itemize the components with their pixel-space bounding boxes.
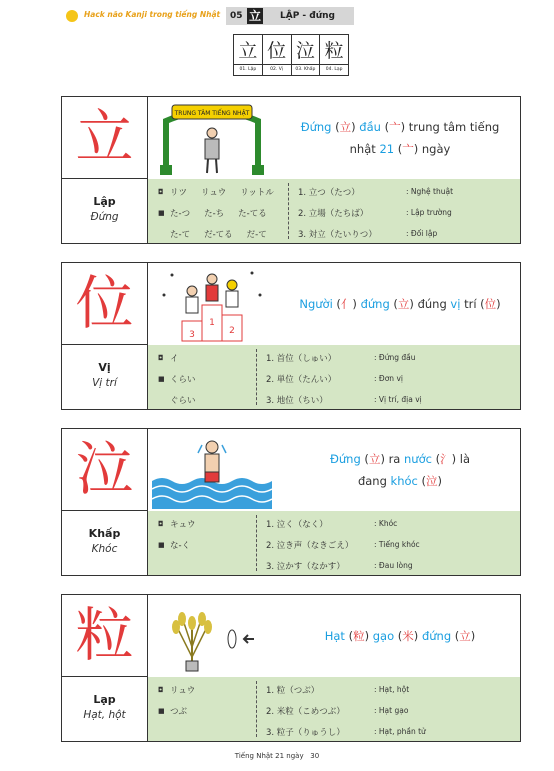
kanji-card-lap-2 bbox=[61, 594, 521, 742]
vocab-item: 1. 粒（つぶ） : Hạt, hột bbox=[266, 685, 410, 696]
kanji-card-vi bbox=[61, 262, 521, 410]
illustration-crying-water bbox=[152, 431, 272, 509]
vocab-item: 3. 地位（ちい） : Vị trí, địa vị bbox=[266, 395, 422, 406]
podium-label: 3 bbox=[189, 330, 195, 340]
readings-area bbox=[148, 345, 520, 409]
sign-text: TRUNG TÂM TIẾNG NHẬT bbox=[174, 110, 250, 117]
page-number: 30 bbox=[310, 752, 320, 760]
kun-reading: た-て だ-てる だ-て bbox=[170, 229, 267, 240]
vocab-item: 3. 泣かす（なかす） : Đau lòng bbox=[266, 561, 413, 572]
mnemonic: Đứng (立) đầu (亠) trung tâm tiếng nhật 21 (亠) ngày bbox=[300, 120, 500, 156]
page-footer bbox=[0, 752, 554, 760]
card-lower bbox=[62, 345, 520, 409]
kun-reading: ■ つぶ bbox=[158, 706, 188, 717]
kanji-cell-label: 01. Lập bbox=[234, 64, 262, 75]
kanji-cell bbox=[320, 35, 348, 75]
on-reading: ◘ イ bbox=[158, 353, 179, 364]
kanji-summary-table bbox=[233, 34, 349, 76]
vocab-item: 3. 対立（たいりつ） : Đối lập bbox=[298, 229, 438, 240]
kun-reading: ■ た-つ た-ち た-てる bbox=[158, 208, 267, 219]
mnemonic: Người (亻) đứng (立) đúng vị trí (位) bbox=[299, 297, 501, 311]
sino-reading: Lạp bbox=[93, 693, 116, 706]
kanji-cell bbox=[263, 35, 292, 75]
footer-text: Tiếng Nhật 21 ngày bbox=[234, 752, 304, 760]
meaning: Vị trí bbox=[92, 377, 117, 389]
sino-viet-box bbox=[62, 179, 148, 243]
vocab-item: 2. 単位（たんい） : Đơn vị bbox=[266, 374, 403, 385]
kanji-cell-char: 立 bbox=[238, 40, 258, 62]
big-kanji: 粒 bbox=[75, 601, 134, 669]
vocab-item: 2. 立場（たちば） : Lập trường bbox=[298, 208, 452, 219]
kanji-card-khap bbox=[61, 428, 521, 576]
kanji-cell-char: 位 bbox=[267, 40, 287, 62]
kanji-cell-char: 粒 bbox=[324, 40, 344, 62]
on-reading: ◘ キュウ bbox=[158, 519, 196, 530]
kanji-card-lap bbox=[61, 96, 521, 244]
mnemonic: Hạt (粒) gạo (米) đứng (立) bbox=[324, 629, 476, 643]
vocab-item: 3. 粒子（りゅうし） : Hạt, phần tử bbox=[266, 727, 426, 738]
kanji-cell-label: 04. Lạp bbox=[320, 64, 348, 75]
readings-area bbox=[148, 677, 520, 741]
lesson-title: LẬP - đứng bbox=[280, 11, 335, 21]
mnemonic: Đứng (立) ra nước (氵) là đang khóc (泣) bbox=[329, 452, 470, 488]
kanji-box bbox=[62, 595, 148, 677]
lesson-number: 05 bbox=[230, 11, 243, 21]
big-kanji: 立 bbox=[75, 103, 134, 171]
sino-reading: Lập bbox=[93, 195, 116, 208]
vocab-item: 2. 泣き声（なきごえ） : Tiếng khóc bbox=[266, 540, 420, 551]
vocab-item: 1. 泣く（なく） : Khóc bbox=[266, 519, 398, 530]
kun-reading: ぐらい bbox=[170, 395, 196, 406]
kanji-box bbox=[62, 97, 148, 179]
kanji-cell bbox=[292, 35, 321, 75]
readings-area bbox=[148, 179, 520, 243]
illustration-trung-tam bbox=[152, 99, 272, 177]
kun-reading: ■ な-く bbox=[158, 540, 191, 551]
kanji-cell-label: 02. Vị bbox=[263, 64, 291, 75]
kanji-cell-char: 泣 bbox=[295, 40, 315, 62]
kanji-cell bbox=[234, 35, 263, 75]
card-lower bbox=[62, 179, 520, 243]
sino-viet-box bbox=[62, 511, 148, 575]
card-lower bbox=[62, 511, 520, 575]
big-kanji: 位 bbox=[75, 269, 134, 337]
illustration-podium bbox=[152, 265, 272, 343]
kanji-cell-label: 03. Khấp bbox=[292, 64, 320, 75]
kun-reading: ■ くらい bbox=[158, 374, 196, 385]
on-reading: ◘ リュウ bbox=[158, 685, 196, 696]
readings-area bbox=[148, 511, 520, 575]
card-lower bbox=[62, 677, 520, 741]
meaning: Khóc bbox=[91, 543, 118, 555]
meaning: Đứng bbox=[90, 211, 119, 223]
sino-viet-box bbox=[62, 677, 148, 741]
podium-label: 1 bbox=[209, 318, 215, 328]
on-reading: ◘ リツ リュウ リットル bbox=[158, 187, 274, 198]
kanji-box bbox=[62, 429, 148, 511]
sino-reading: Vị bbox=[98, 361, 111, 374]
vocab-item: 1. 立つ（たつ） : Nghệ thuật bbox=[298, 187, 454, 198]
lesson-kanji: 立 bbox=[248, 9, 261, 23]
sino-reading: Khấp bbox=[88, 527, 121, 540]
header-dot-icon bbox=[66, 10, 78, 22]
meaning: Hạt, hột bbox=[83, 709, 126, 721]
vocab-item: 1. 首位（しゅい） : Đứng đầu bbox=[266, 353, 416, 364]
sino-viet-box bbox=[62, 345, 148, 409]
book-title: Hack não Kanji trong tiếng Nhật bbox=[84, 10, 221, 19]
podium-label: 2 bbox=[229, 326, 235, 336]
illustration-rice-plant bbox=[152, 597, 272, 675]
vocab-item: 2. 米粒（こめつぶ） : Hạt gạo bbox=[266, 706, 409, 717]
kanji-box bbox=[62, 263, 148, 345]
big-kanji: 泣 bbox=[75, 435, 134, 503]
